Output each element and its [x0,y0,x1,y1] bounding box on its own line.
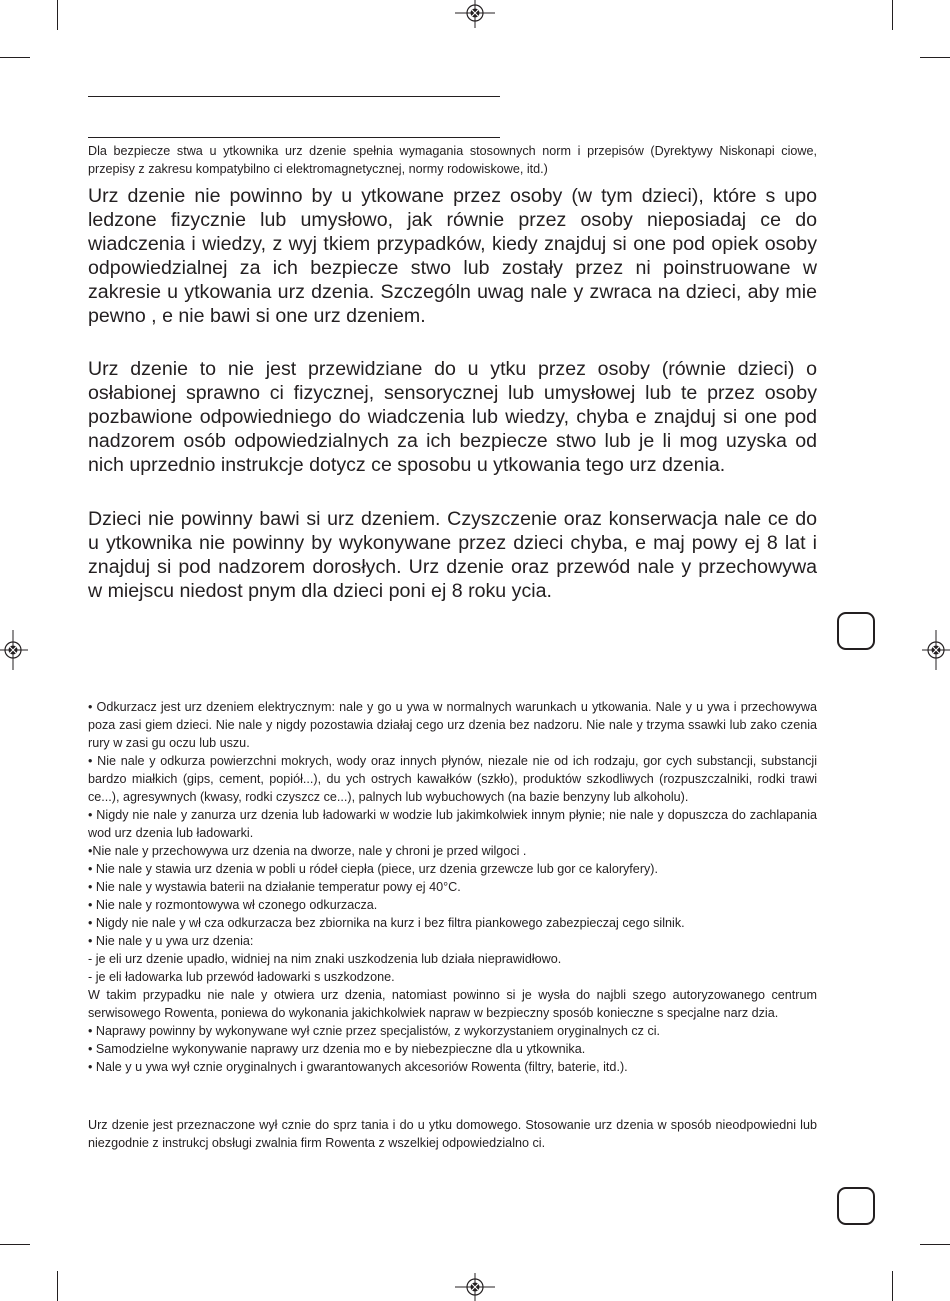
list-item: • Odkurzacz jest urz dzeniem elektrycznym: nale y go u ywa w normalnych warunkach u ytkowania. Nale y u ywa i przechowywa poza zasi giem dzieci. Nie nale y nigdy pozostawia działaj cego urz dzenia bez nadzoru. Nie nale y trzyma ssawki lub zako czenia rury w zasi gu oczu lub uszu. [88,700,817,750]
registration-mark-icon [455,0,495,28]
page-tab-badge [837,1187,875,1225]
crop-mark [892,1271,893,1301]
list-item: • Nigdy nie nale y zanurza urz dzenia lub ładowarki w wodzie lub jakimkolwiek innym płynie; nie nale y dopuszcza do zachlapania wod urz dzenia lub ładowarki. [88,808,817,840]
footer-paragraph: Urz dzenie jest przeznaczone wył cznie do sprz tania i do u ytku domowego. Stosowanie urz dzenia w sposób nieodpowiedni lub niezgodnie z instrukcj obsługi zwalnia firm Rowenta z wszelkiej odpowiedzialno ci. [88,1118,817,1150]
page-tab-badge [837,612,875,650]
registration-mark-icon [922,630,950,670]
warning-paragraph: Urz dzenie nie powinno by u ytkowane przez osoby (w tym dzieci), które s upo ledzone fizycznie lub umysłowo, jak równie przez osoby nieposiadaj ce do wiadczenia i wiedzy, z wyj tkiem przypadków, kiedy znajduj si one pod opiek osoby odpowiedzialnej za ich bezpiecze stwo lub zostały przez ni poinstruowane w zakresie u ytkowania urz dzenia. Szczególn uwag nale y zwraca na dzieci, aby mie pewno , e nie bawi si one urz dzeniem. [88,185,817,327]
list-item: • Naprawy powinny by wykonywane wył cznie przez specjalistów, z wykorzystaniem oryginalnych cz ci. [88,1024,661,1038]
intro-paragraph: Dla bezpiecze stwa u ytkownika urz dzenie spełnia wymagania stosownych norm i przepisów (Dyrektywy Niskonapi ciowe, przepisy z zakresu kompatybilno ci elektromagnetycznej, normy rodowiskowe, itd.) [88,144,817,176]
list-item: • Samodzielne wykonywanie naprawy urz dzenia mo e by niebezpieczne dla u ytkownika. [88,1042,586,1056]
safety-list [88,698,817,1076]
crop-mark [0,1244,30,1245]
crop-mark [57,0,58,30]
list-item: • Nie nale y rozmontowywa wł czonego odkurzacza. [88,898,378,912]
crop-mark [0,57,30,58]
warning-paragraph: Dzieci nie powinny bawi si urz dzeniem. Czyszczenie oraz konserwacja nale ce do u ytkownika nie powinny by wykonywane przez dzieci chyba, e maj powy ej 8 lat i znajduj si pod nadzorem dorosłych. Urz dzenie oraz przewód nale y przechowywa w miejscu niedost pnym dla dzieci poni ej 8 roku ycia. [88,508,817,602]
list-item: • Nie nale y wystawia baterii na działanie temperatur powy ej 40°C. [88,880,461,894]
header-rule [88,137,500,138]
crop-mark [892,0,893,30]
list-item: • Nie nale y stawia urz dzenia w pobli u ródeł ciepła (piece, urz dzenia grzewcze lub gor ce kaloryfery). [88,862,658,876]
registration-mark-icon [455,1273,495,1301]
list-item: W takim przypadku nie nale y otwiera urz dzenia, natomiast powinno si je wysła do najbli szego autoryzowanego centrum serwisowego Rowenta, poniewa do wykonania jakichkolwiek napraw w bezpieczny sposób konieczne s specjalne narz dzia. [88,988,817,1020]
warning-paragraph: Urz dzenie to nie jest przewidziane do u ytku przez osoby (równie dzieci) o osłabionej sprawno ci fizycznej, sensorycznej lub umysłowej lub te przez osoby pozbawione odpowiedniego do wiadczenia lub wiedzy, chyba e znajduj si one pod nadzorem osób odpowiedzialnych za ich bezpiecze stwo lub je li mog uzyska od nich uprzednio instrukcje dotycz ce sposobu u ytkowania tego urz dzenia. [88,358,817,476]
list-item: - je eli urz dzenie upadło, widniej na nim znaki uszkodzenia lub działa nieprawidłowo. [88,952,562,966]
list-item: - je eli ładowarka lub przewód ładowarki s uszkodzone. [88,970,395,984]
header-rule [88,96,500,97]
crop-mark [57,1271,58,1301]
list-item: • Nie nale y odkurza powierzchni mokrych, wody oraz innych płynów, niezale nie od ich rodzaju, gor cych substancji, substancji bardzo miałkich (gips, cement, popiół...), du ych ostrych kawałków (szkło), produktów szkodliwych (rozpuszczalniki, rodki trawi ce...), agresywnych (kwasy, rodki czyszcz ce...), palnych lub wybuchowych (na bazie benzyny lub alkoholu). [88,754,817,804]
crop-mark [920,1244,950,1245]
list-item: • Nie nale y u ywa urz dzenia: [88,934,254,948]
list-item: • Nale y u ywa wył cznie oryginalnych i gwarantowanych akcesoriów Rowenta (filtry, baterie, itd.). [88,1060,628,1074]
list-item: •Nie nale y przechowywa urz dzenia na dworze, nale y chroni je przed wilgoci . [88,844,527,858]
list-item: • Nigdy nie nale y wł cza odkurzacza bez zbiornika na kurz i bez filtra piankowego zabezpieczaj cego silnik. [88,916,685,930]
registration-mark-icon [0,630,28,670]
crop-mark [920,57,950,58]
